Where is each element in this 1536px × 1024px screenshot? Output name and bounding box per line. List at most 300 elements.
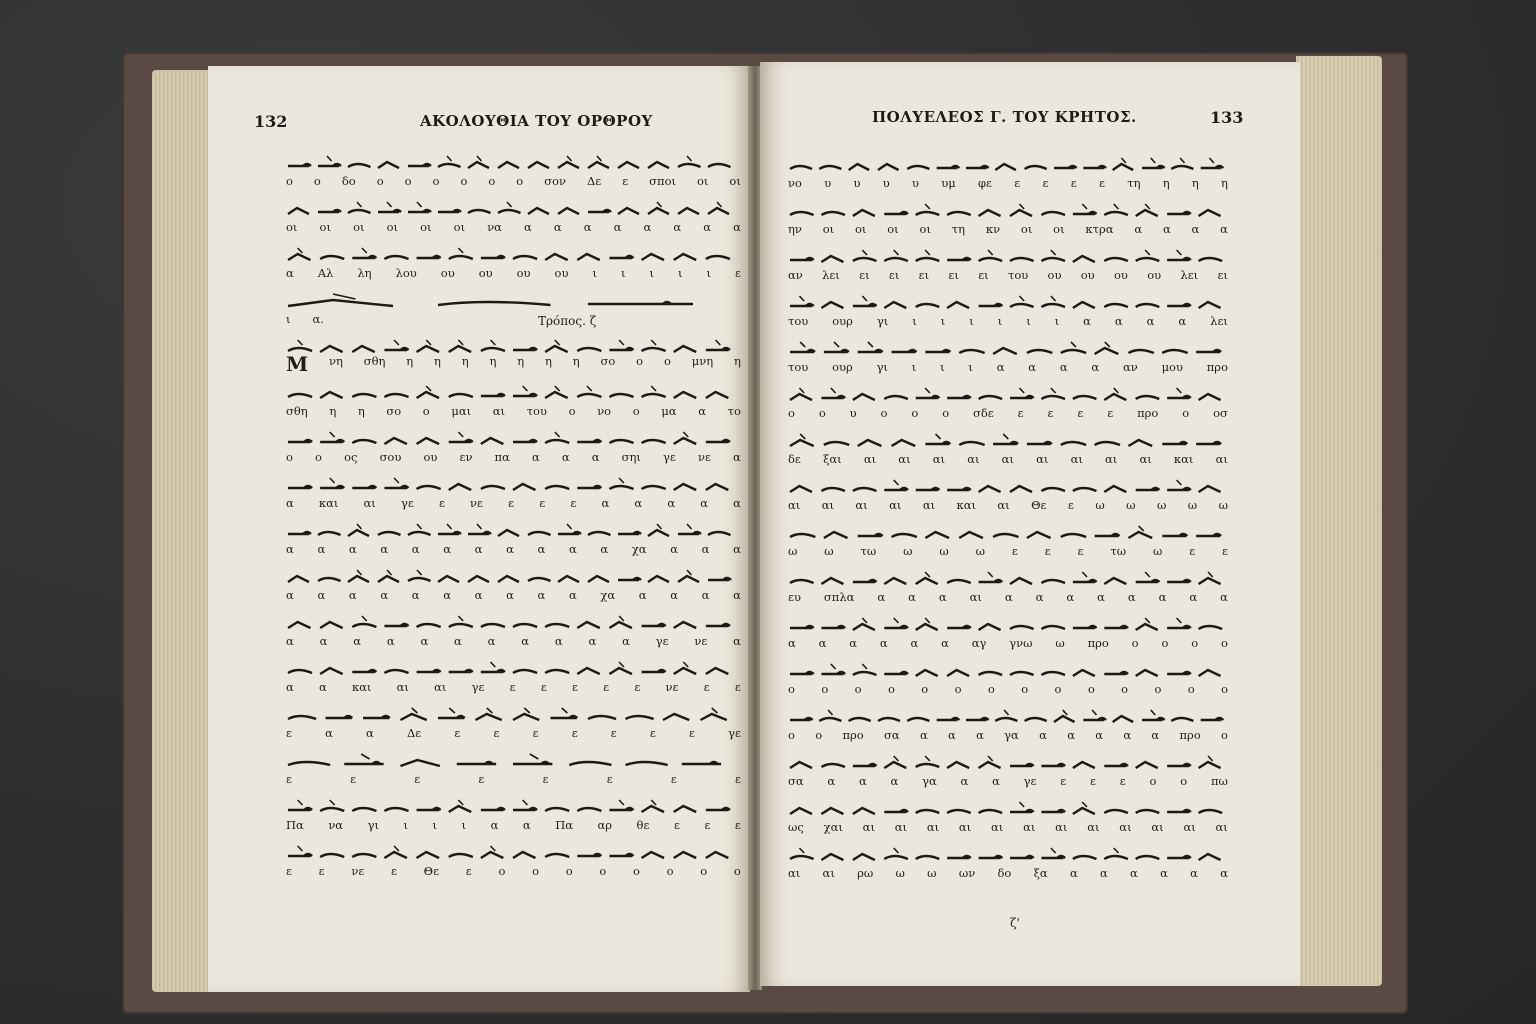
neume-mark (545, 486, 569, 489)
neume-accent (1180, 158, 1184, 163)
neume-accent (458, 800, 463, 805)
neume-mark (884, 810, 908, 812)
syllable: δο (997, 866, 1012, 880)
neume-mark (884, 762, 906, 768)
neume-mark (853, 210, 875, 216)
syllable: Πα (555, 818, 573, 832)
syllable: ω (1187, 498, 1198, 512)
neume-mark (1010, 810, 1034, 812)
syllable: α (818, 636, 827, 650)
neume-accent (330, 800, 335, 805)
neume-mark (790, 394, 812, 400)
syllable: νε (351, 864, 365, 878)
neume-accent (799, 296, 804, 301)
syllable-line (788, 820, 1228, 834)
neume-mark (476, 714, 502, 720)
neume-accent (555, 340, 560, 345)
neume-mark (288, 532, 311, 534)
neume-mark (790, 718, 813, 720)
syllable: α (634, 496, 643, 510)
neume-mark (858, 350, 883, 352)
syllable: η (1162, 176, 1170, 190)
syllable: ου (1113, 268, 1128, 282)
syllable: φε (977, 176, 992, 190)
syllable: α (643, 220, 652, 234)
neume-accent (868, 342, 873, 347)
neume-mark (588, 210, 611, 212)
neume-accent (333, 294, 356, 299)
neume-accent (491, 340, 496, 345)
neume-mark (352, 854, 376, 857)
syllable: αι (1139, 452, 1152, 466)
neume-accent (925, 250, 930, 255)
neume-accent (1121, 158, 1125, 163)
syllable: α (522, 818, 531, 832)
syllable: ει (948, 268, 959, 282)
neume-mark (993, 534, 1018, 537)
syllable: ε (454, 726, 461, 740)
neume-accent (894, 756, 899, 761)
neume-mark (577, 808, 601, 811)
neume-accent (298, 846, 303, 851)
music-line (286, 514, 741, 560)
syllable: ο (1180, 774, 1188, 788)
neume-mark (821, 578, 843, 584)
syllable: οι (353, 220, 365, 234)
neume-mark (352, 394, 376, 397)
neume-mark (993, 348, 1017, 354)
syllable: σου (379, 450, 402, 464)
left-page (208, 66, 750, 992)
syllable: ω (1218, 498, 1228, 512)
neume-mark (384, 394, 408, 397)
neume-accent (387, 570, 392, 575)
syllable: ω (1055, 636, 1065, 650)
neume-mark (1136, 304, 1160, 307)
neume-mark (288, 762, 330, 765)
syllable: αι (396, 680, 409, 694)
syllable: γε (663, 450, 676, 464)
neume-mark (1167, 488, 1191, 490)
music-line (286, 836, 741, 882)
syllable: ι (461, 818, 467, 832)
syllable: αι (932, 452, 946, 466)
neume-mark (558, 576, 579, 582)
syllable: αι (1215, 820, 1228, 834)
neume-mark (384, 348, 408, 350)
neume-accent (1019, 388, 1024, 393)
neume-mark (642, 348, 666, 351)
syllable-line (788, 176, 1228, 190)
neume-accent (567, 524, 572, 529)
neume-mark (545, 670, 569, 673)
neume-strip (286, 752, 741, 772)
neume-mark (979, 258, 1003, 261)
neume-mark (642, 486, 666, 489)
syllable: οι (1053, 222, 1065, 236)
music-line (286, 192, 741, 238)
neume-mark (1142, 166, 1165, 168)
neume-mark (288, 254, 311, 260)
syllable: α (1100, 866, 1108, 880)
neume-mark (449, 624, 473, 627)
neume-accent (491, 846, 496, 851)
neume-mark (1104, 258, 1128, 261)
syllable: λη (357, 266, 372, 280)
syllable: ε (508, 496, 515, 510)
neume-accent (657, 202, 662, 207)
neume-accent (1082, 204, 1087, 209)
neume-mark (288, 716, 316, 719)
syllable: ο (1191, 636, 1199, 650)
neume-accent (298, 340, 303, 345)
neume-mark (790, 580, 814, 583)
syllable: του (788, 360, 809, 374)
neume-mark (468, 162, 489, 168)
neume-accent (523, 386, 528, 391)
syllable: ε (350, 772, 357, 786)
syllable: α (733, 496, 741, 510)
neume-mark (417, 256, 441, 258)
syllable-line (286, 450, 741, 464)
neume-mark (1104, 626, 1128, 628)
neume-mark (449, 854, 473, 857)
neume-mark (1136, 258, 1160, 261)
neume-accent (555, 432, 560, 437)
neume-mark (682, 762, 721, 764)
neume-accent (925, 756, 930, 761)
neume-accent (894, 618, 899, 623)
syllable: ε (1044, 544, 1051, 558)
neume-mark (545, 854, 569, 857)
syllable: ε (465, 864, 472, 878)
neume-mark (884, 212, 908, 214)
syllable: ε (689, 726, 695, 740)
syllable: σπλα (823, 590, 855, 604)
syllable: ε (704, 818, 711, 832)
syllable: α (1127, 590, 1136, 604)
neume-mark (706, 484, 729, 490)
neume-mark (790, 534, 815, 537)
syllable: ο (911, 406, 919, 420)
syllable: α (286, 542, 294, 556)
syllable: α (960, 774, 969, 788)
syllable-line (286, 864, 741, 878)
syllable: χαι (823, 820, 843, 834)
syllable-line (286, 174, 741, 188)
syllable: αν (788, 268, 803, 282)
neume-mark (853, 488, 877, 491)
syllable: ο (887, 682, 895, 696)
neume-mark (1061, 350, 1086, 353)
syllable: τη (951, 222, 966, 236)
syllable: ο (1054, 682, 1062, 696)
neume-mark (513, 670, 537, 673)
neume-mark (288, 440, 312, 442)
neume-mark (288, 486, 312, 488)
neume-mark (1136, 762, 1158, 768)
neume-mark (1073, 856, 1097, 859)
neume-accent (361, 754, 369, 759)
neume-mark (438, 576, 459, 582)
neume-accent (1051, 388, 1056, 393)
neume-mark (352, 256, 376, 258)
syllable-line (286, 588, 741, 602)
neume-accent (1105, 342, 1110, 347)
neume-accent (1145, 250, 1150, 255)
neume-mark (408, 164, 431, 166)
syllable: ο (286, 450, 293, 464)
neume-mark (1171, 718, 1193, 721)
syllable-line (788, 268, 1228, 282)
syllable: α (908, 590, 916, 604)
neume-strip (788, 248, 1228, 268)
neume-mark (1010, 764, 1034, 766)
syllable: α (353, 634, 361, 648)
syllable: μου (1161, 360, 1183, 374)
syllable: α (919, 728, 928, 742)
syllable: ι (997, 314, 1003, 328)
neume-mark (577, 622, 600, 628)
syllable: του (788, 314, 809, 328)
neume-accent (683, 432, 688, 437)
neume-mark (1167, 626, 1191, 628)
syllable: α (1160, 866, 1168, 880)
syllable: οι (319, 220, 331, 234)
neume-mark (528, 162, 549, 168)
neume-mark (1041, 258, 1065, 261)
neume-accent (894, 250, 899, 255)
neume-mark (438, 532, 461, 534)
syllable: αι (788, 866, 801, 880)
syllable: α (366, 726, 374, 740)
neume-mark (706, 440, 730, 442)
syllable: ι (706, 266, 712, 280)
syllable: α (701, 588, 710, 602)
neume-accent (988, 756, 993, 761)
neume-accent (1177, 250, 1182, 255)
neume-mark (674, 346, 697, 352)
syllable: και (1173, 452, 1194, 466)
neume-mark (481, 438, 504, 444)
neume-accent (862, 664, 867, 669)
neume-mark (545, 254, 568, 260)
neume-mark (1142, 718, 1165, 720)
neume-mark (916, 764, 940, 767)
neume-mark (588, 532, 611, 535)
neume-mark (577, 854, 601, 856)
syllable: ων (958, 866, 976, 880)
neume-mark (678, 532, 701, 534)
neume-mark (320, 854, 344, 857)
syllable: α (568, 588, 577, 602)
neume-accent (1139, 526, 1144, 531)
neume-accent (1145, 204, 1150, 209)
syllable-line (788, 360, 1228, 374)
syllable: αι (967, 452, 980, 466)
syllable: αν (1123, 360, 1138, 374)
neume-mark (1027, 532, 1051, 538)
syllable: ε (1017, 406, 1024, 420)
music-line (788, 562, 1228, 608)
syllable: α (591, 450, 600, 464)
neume-mark (701, 714, 727, 720)
neume-mark (979, 210, 1001, 216)
neume-mark (457, 762, 496, 764)
syllable: α (1039, 728, 1047, 742)
syllable: α (667, 496, 676, 510)
syllable: α (380, 588, 389, 602)
neume-mark (1073, 256, 1095, 262)
neume-mark (1083, 718, 1106, 720)
neume-accent (562, 708, 568, 713)
syllable: ο (633, 864, 640, 878)
syllable: α (700, 496, 709, 510)
neume-accent (1051, 250, 1056, 255)
syllable: α (701, 542, 710, 556)
syllable: ει (859, 268, 870, 282)
syllable: Πα (286, 818, 304, 832)
neume-accent (862, 250, 867, 255)
syllable: α (788, 636, 796, 650)
syllable: αι (926, 820, 940, 834)
neume-mark (1128, 440, 1152, 446)
neume-mark (1128, 532, 1152, 538)
syllable: ο (788, 728, 795, 742)
syllable: οι (420, 220, 432, 234)
neume-mark (892, 440, 916, 446)
music-line (286, 652, 741, 698)
neume-accent (800, 342, 805, 347)
neume-mark (545, 392, 568, 398)
neume-accent (1151, 710, 1155, 715)
syllable: α (1069, 866, 1078, 880)
syllable: γι (367, 818, 379, 832)
neume-mark (925, 350, 950, 352)
neume-strip (788, 386, 1228, 406)
neume-accent (799, 388, 804, 393)
syllable: α (996, 360, 1005, 374)
syllable: γε (471, 680, 485, 694)
syllable: α (600, 542, 609, 556)
music-line (788, 332, 1228, 378)
syllable-line (286, 818, 741, 832)
neume-strip (788, 294, 1228, 314)
neume-mark (1199, 854, 1221, 860)
syllable: α (1162, 222, 1171, 236)
syllable: α (890, 774, 899, 788)
neume-mark (1104, 394, 1126, 400)
syllable: α (411, 588, 420, 602)
neume-accent (988, 572, 993, 577)
neume-mark (288, 576, 309, 582)
neume-mark (884, 578, 906, 584)
neume-mark (417, 438, 440, 444)
neume-mark (577, 486, 601, 488)
neume-mark (706, 624, 730, 626)
syllable: η (357, 404, 365, 418)
neume-mark (706, 808, 730, 810)
neume-mark (513, 714, 539, 720)
neume-mark (320, 256, 344, 259)
neume-mark (858, 440, 882, 446)
neume-mark (916, 578, 938, 584)
syllable: αι (1023, 820, 1036, 834)
neume-mark (288, 854, 312, 856)
syllable: γε (400, 496, 414, 510)
neume-mark (408, 532, 431, 535)
neume-mark (528, 208, 549, 214)
syllable: ο (1221, 682, 1228, 696)
syllable: ο (1021, 682, 1029, 696)
neume-accent (1019, 204, 1024, 209)
syllable: ο (954, 682, 962, 696)
syllable: και (956, 498, 976, 512)
music-line (788, 792, 1228, 838)
neume-accent (597, 156, 602, 161)
neume-mark (790, 350, 815, 352)
syllable: α (325, 726, 333, 740)
syllable: αι (1151, 820, 1164, 834)
neume-mark (1041, 304, 1065, 307)
neume-accent (298, 248, 303, 253)
neume-mark (916, 258, 940, 261)
syllable: ω (927, 866, 937, 880)
neume-mark (609, 808, 633, 810)
syllable: ου (1147, 268, 1162, 282)
neume-mark (288, 670, 312, 673)
neume-mark (937, 718, 960, 720)
neume-mark (979, 580, 1003, 582)
neume-mark (1073, 488, 1097, 491)
neume-mark (1136, 624, 1158, 630)
syllable: ο (488, 174, 496, 188)
syllable: προ (1137, 406, 1159, 420)
syllable-line (286, 266, 741, 280)
neume-mark (1136, 580, 1160, 582)
neume-mark (609, 440, 633, 443)
syllable: ε (1014, 176, 1021, 190)
syllable: η (545, 354, 552, 368)
neume-mark (1073, 302, 1095, 308)
neume-mark (609, 668, 632, 674)
music-line (286, 560, 741, 606)
syllable: ο (315, 450, 322, 464)
neume-mark (916, 624, 938, 630)
syllable: ο (788, 682, 795, 696)
syllable-line (788, 544, 1228, 558)
neume-mark (1201, 166, 1224, 168)
syllable: ρω (857, 866, 874, 880)
neume-accent (687, 156, 692, 161)
neume-mark (588, 302, 693, 304)
syllable: α (733, 542, 741, 556)
syllable: αι (855, 498, 868, 512)
syllable: του (1007, 268, 1029, 282)
neume-mark (1136, 488, 1160, 490)
neume-mark (577, 348, 601, 351)
neume-mark (1061, 442, 1086, 445)
syllable: ω (939, 544, 949, 558)
music-line (286, 238, 741, 284)
neume-mark (513, 484, 536, 490)
syllable: υμ (941, 176, 956, 190)
neume-mark (320, 622, 343, 628)
syllable: α (1220, 222, 1228, 236)
syllable: οι (822, 222, 835, 236)
syllable: η (434, 354, 441, 368)
neume-mark (979, 486, 1001, 492)
